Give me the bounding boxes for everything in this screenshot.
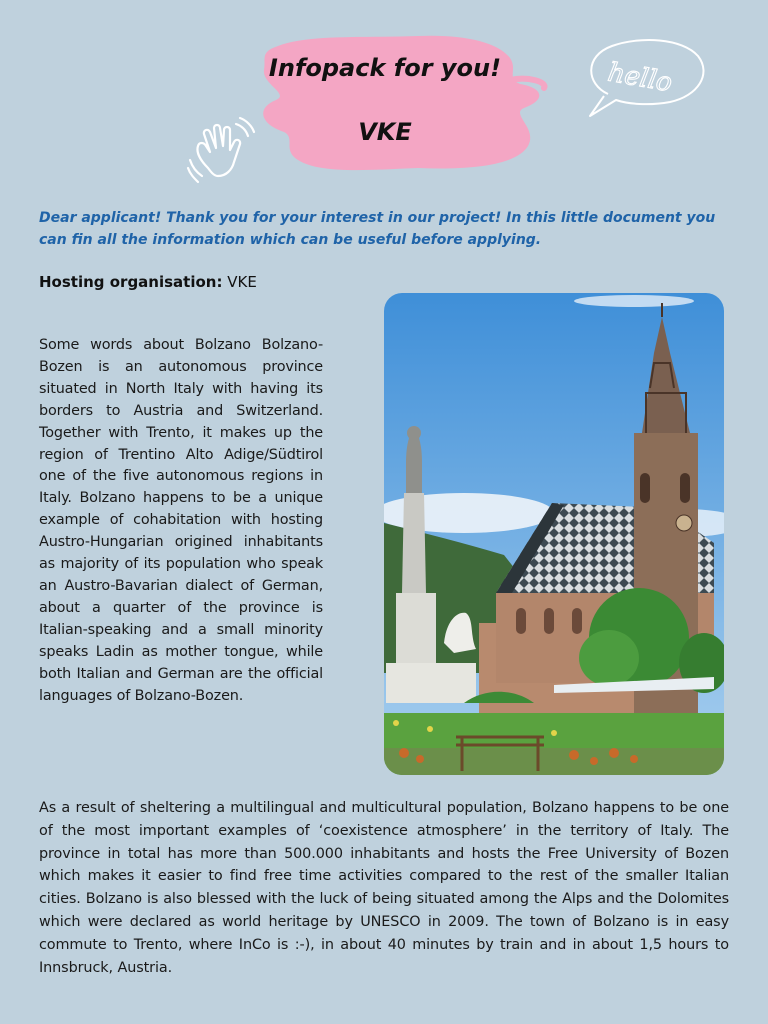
hello-text: hello xyxy=(605,57,675,99)
bolzano-cathedral-photo xyxy=(384,293,724,775)
pink-brush-blob xyxy=(248,28,548,178)
waving-hand-icon xyxy=(186,116,258,186)
hello-speech-bubble-icon xyxy=(578,34,710,122)
about-bolzano-text: Some words about Bolzano Bolzano-Bozen is an autonomous province situated in North Italy with having its borders to Austria and Switzerland. Together with Trento, it makes up the region of Trentino Alto Adige/Südtirol one of the five autonomous regions in Italy. Bolzano happens to be a unique example of cohabitation with hosting Austro-Hungarian origined inhabitants as majority of its population who speak an Austro-Bavarian dialect of German, about a quarter of the province is Italian-speaking and a small minority speaks Ladin as mother tongue, while both Italian and German are the official languages of Bolzano-Bozen. xyxy=(39,337,323,704)
organisation-title: VKE xyxy=(358,118,412,146)
hosting-value: VKE xyxy=(227,273,257,291)
hosting-label: Hosting organisation: xyxy=(39,273,223,291)
page-title: Infopack for you! xyxy=(268,54,502,82)
hosting-organisation xyxy=(39,273,257,291)
body-text: As a result of sheltering a multilingual and multicultural population, Bolzano happens to be one of the most important examples of ‘coexistence atmosphere’ in the territory of Italy. The province in total has more than 500.000 inhabitants and hosts the Free University of Bozen which makes it easier to find free time activities compared to the rest of the smaller Italian cities. Bolzano is also blessed with the luck of being situated among the Alps and the Dolomites which were declared as world heritage by UNESCO in 2009. The town of Bolzano is in easy commute to Trento, where InCo is :-), in about 40 minutes by train and in about 1,5 hours to Innsbruck, Austria. xyxy=(39,800,729,976)
intro-text: Dear applicant! Thank you for your interest in our project! In this little document you can fin all the information which can be useful before applying. xyxy=(39,210,716,248)
